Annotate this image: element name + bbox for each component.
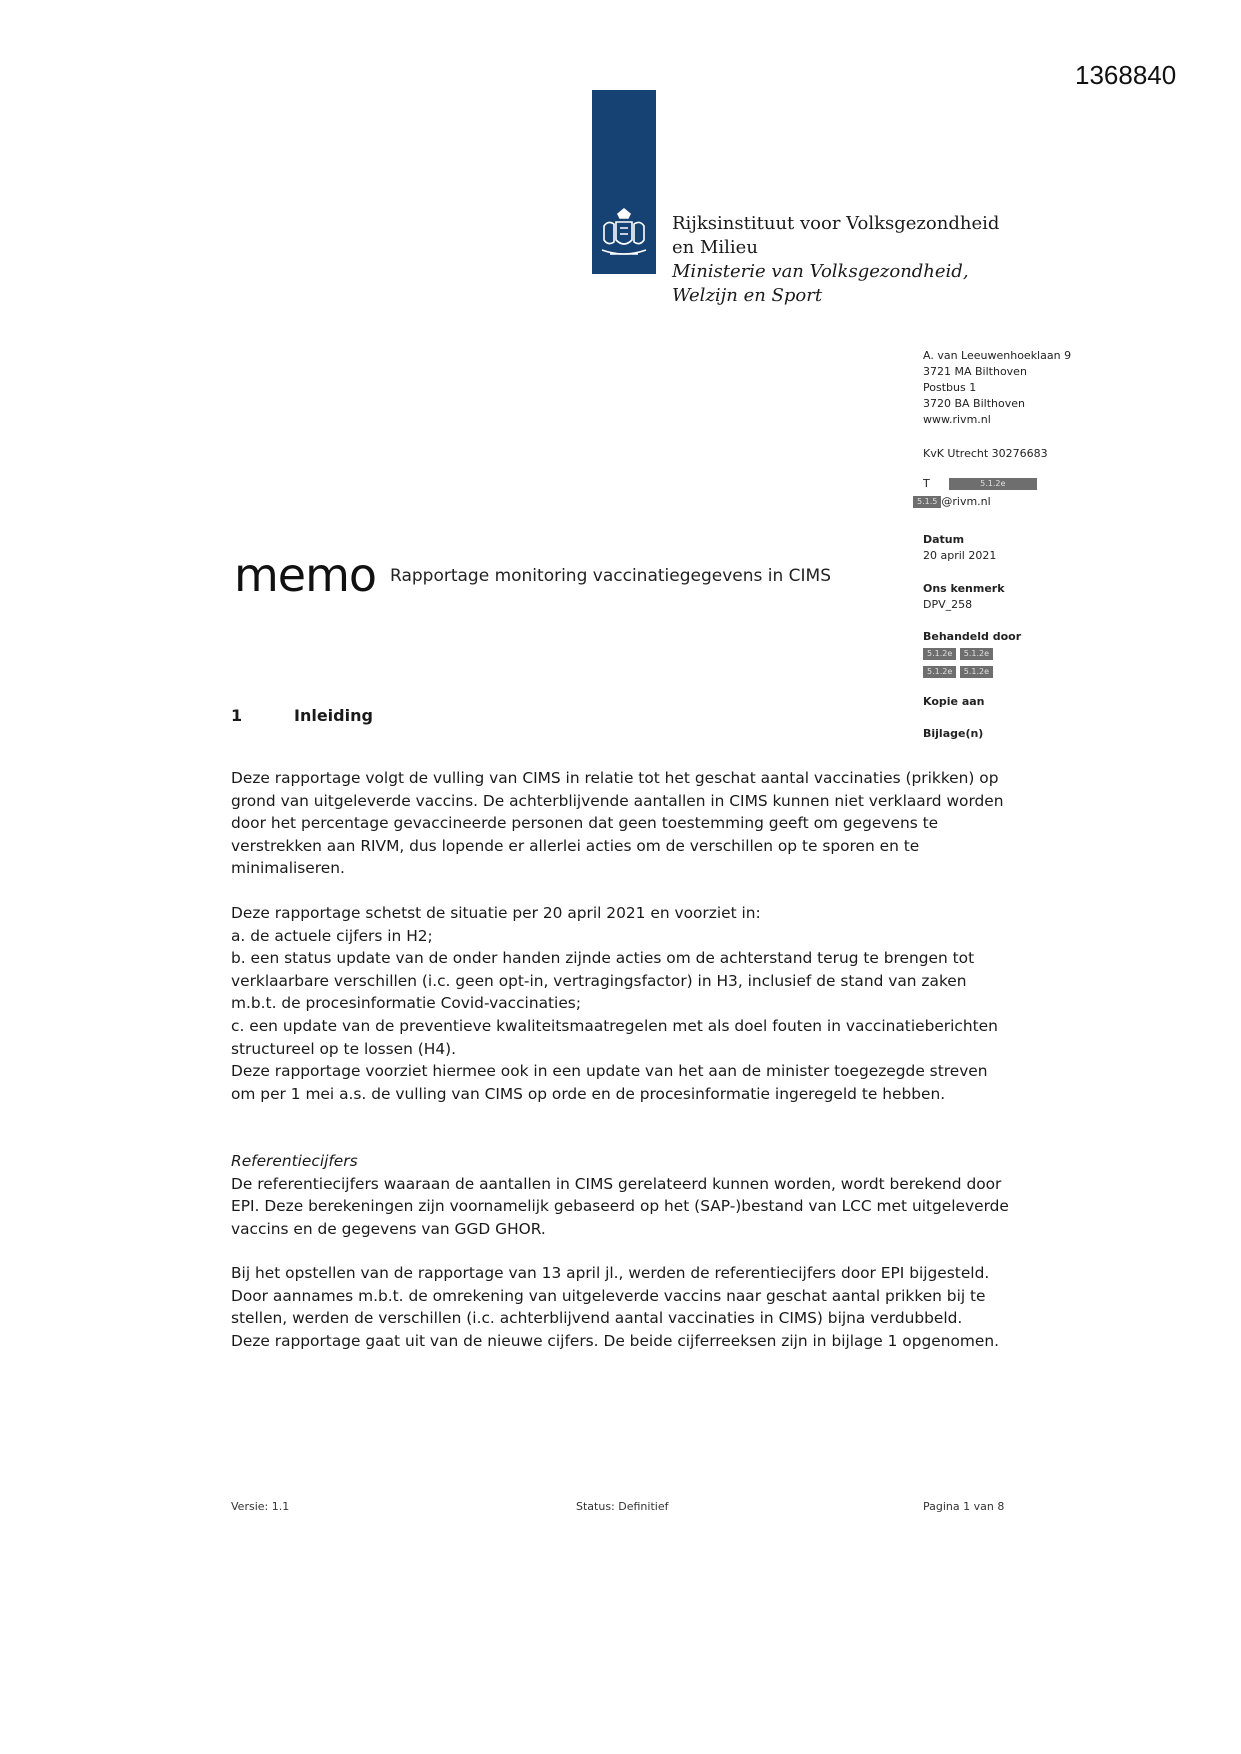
kvk-number: KvK Utrecht 30276683 [923,447,1048,460]
date-block: Datum 20 april 2021 [923,533,997,562]
organization-name [672,212,999,308]
paragraph-4: Bij het opstellen van de rapportage van 13 april jl., werden de referentiecijfers door EPI bijgesteld. Door aannames m.b.t. de omrekening van uitgeleverde vaccins naar geschat aantal prikken bij te stellen, werden de verschillen (i.c. achterblijvend aantal vaccinaties in CIMS) bijna verdubbeld. Deze rapportage gaat uit van de nieuwe cijfers. De beide cijferreeksen zijn in bijlage 1 opgenomen. [231,1264,999,1350]
address-block: A. van Leeuwenhoeklaan 9 3721 MA Bilthoven Postbus 1 3720 BA Bilthoven www.rivm.nl [923,349,1072,426]
document-number: 1368840 [1075,60,1177,90]
redaction-box: 5.1.5 [913,496,941,508]
reference-heading: Referentiecijfers [231,1152,358,1170]
phone-line: T 5.1.2e [923,476,1037,492]
footer-status: Status: Definitief [576,1500,669,1513]
reference-block: Ons kenmerk DPV_258 [923,582,1005,611]
memo-title: Rapportage monitoring vaccinatiegegevens in CIMS [390,566,832,586]
paragraph-1: Deze rapportage volgt de vulling van CIMS in relatie tot het geschat aantal vaccinaties (prikken) op grond van uitgeleverde vaccins. De achterblijvende aantallen in CIMS kunnen niet verklaard worden door het percentage gevaccineerde personen dat geen toestemming geeft om gegevens te verstrekken aan RIVM, dus lopende er allerlei acties om de verschillen op te sporen en te minimaliseren. [231,769,1004,878]
footer-version: Versie: 1.1 [231,1500,290,1513]
ministry-line-1: Ministerie van Volksgezondheid, [672,261,969,282]
ministry-line-2: Welzijn en Sport [672,285,823,306]
paragraph-2: Deze rapportage schetst de situatie per 20 april 2021 en voorziet in: a. de actuele cijfers in H2; b. een status update van de onder handen zijnde acties om de achterstand terug te brengen tot verklaarbare verschillen (i.c. geen opt-in, vertragingsfactor) in H3, inclusief de stand van zaken m.b.t. de procesinformatie Covid-vaccinaties; c. een update van de preventieve kwaliteitsmaatregelen met als doel fouten in vaccinatieberichten structureel op te lossen (H4). Deze rapportage voorziet hiermee ook in een update van het aan de minister toegezegde streven om per 1 mei a.s. de vulling van CIMS op orde en de procesinformatie ingeregeld te hebben. [231,904,998,1103]
org-line-2: en Milieu [672,237,758,258]
redaction-box: 5.1.2e [923,666,956,678]
memo-heading: memo [234,548,377,602]
redaction-box: 5.1.2e [949,478,1037,490]
handled-by-block: Behandeld door 5.1.2e 5.1.2e 5.1.2e 5.1.2e [923,630,1022,676]
redaction-box: 5.1.2e [923,648,956,660]
footer-page: Pagina 1 van 8 [923,1500,1005,1513]
attachments-label: Bijlage(n) [923,727,984,740]
copy-to-label: Kopie aan [923,695,985,708]
website-link[interactable]: www.rivm.nl [923,413,991,426]
reference-section: Referentiecijfers De referentiecijfers waaraan de aantallen in CIMS gerelateerd kunnen worden, wordt berekend door EPI. Deze berekeningen zijn voornamelijk gebaseerd op het (SAP-)bestand van LCC met uitgeleverde vaccins en de gegevens van GGD GHOR. [231,1150,1011,1240]
org-line-1: Rijksinstituut voor Volksgezondheid [672,213,1000,234]
section-number: 1 [231,706,243,725]
email-line: 5.1.5 @rivm.nl [913,494,991,510]
section-title: Inleiding [294,706,373,725]
redaction-box: 5.1.2e [960,648,993,660]
royal-crest-icon [596,206,652,264]
redaction-box: 5.1.2e [960,666,993,678]
